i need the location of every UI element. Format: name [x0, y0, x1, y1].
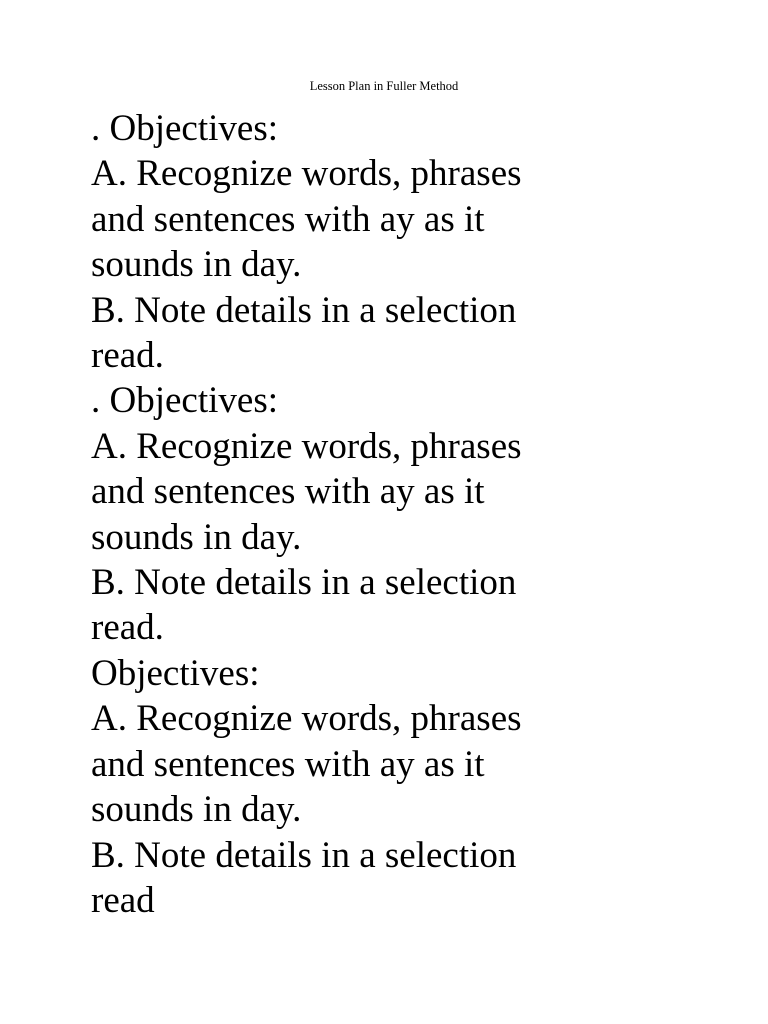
objective-a-line: A. Recognize words, phrases: [91, 153, 522, 195]
objectives-section-3: [91, 651, 731, 923]
objective-a-line: A. Recognize words, phrases: [91, 698, 522, 740]
section-heading: Objectives:: [91, 652, 260, 694]
objective-a-line: and sentences with ay as it: [91, 471, 485, 513]
section-heading: . Objectives:: [91, 380, 279, 422]
objective-a-line: sounds in day.: [91, 244, 302, 286]
objective-b-line: read: [91, 879, 155, 921]
objective-a-line: A. Recognize words, phrases: [91, 425, 522, 467]
page-title: Lesson Plan in Fuller Method: [309, 79, 459, 93]
objective-a-line: sounds in day.: [91, 789, 302, 831]
objective-a-line: sounds in day.: [91, 516, 302, 558]
document-body: [91, 106, 731, 923]
objective-a-line: and sentences with ay as it: [91, 198, 485, 240]
objective-b-line: read.: [91, 607, 164, 649]
objective-b-line: B. Note details in a selection: [91, 289, 517, 331]
objective-a-line: and sentences with ay as it: [91, 743, 485, 785]
objective-b-line: B. Note details in a selection: [91, 834, 517, 876]
objective-b-line: B. Note details in a selection: [91, 562, 517, 604]
objective-b-line: read.: [91, 335, 164, 377]
objectives-section-2: [91, 378, 731, 650]
section-heading: . Objectives:: [91, 108, 279, 149]
objectives-section-1: [91, 106, 731, 378]
